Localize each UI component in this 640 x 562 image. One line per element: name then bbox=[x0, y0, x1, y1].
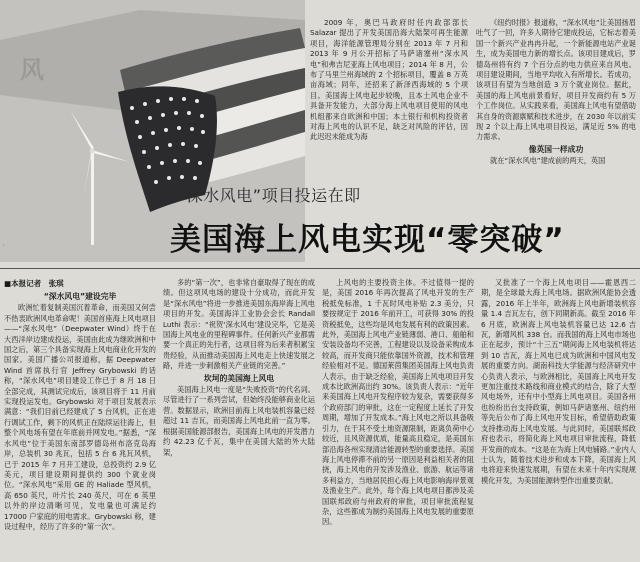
divider bbox=[0, 268, 640, 269]
article-headline: 美国海上风电实现“零突破” bbox=[170, 222, 565, 258]
subhead-like-britain: 像英国一样成功 bbox=[528, 144, 584, 154]
article-column-4: 又批准了一个海上风电项目——霍恩西二期，是全球最大海上风电场。据欧洲风能协会透露，2016 年上半年，欧洲海上风电新增装机容量 1.4 吉瓦左右，创下同期新高。截至 2016 年 6 月底，欧洲海上风电装机容量已达 12.6 吉瓦，新增风机 338 台。而我国的海上风电市场也正在起步，预计“十三五”期间海上风电装机将达到 10 吉瓦，海上风电已成为欧洲和中国风电发展的重要方向。湖南科技大学能源与经济研究中心负责人表示，与欧洲相比，美国海上风电开发更加注重技术路线和商业模式的结合，除了大型风电场外，还有中小型海上风电项目。美国各州也纷纷出台支持政策，例如马萨诸塞州、纽约州等先后公布了海上风电开发目标，希望借助政策支持推动海上风电发展。与此同时，美国联邦政府也表示，将简化海上风电项目审批流程，降低开发商的成本。“这是在为海上风电铺路。”业内人士认为，随着技术进步和成本下降，美国海上风电将迎来快速发展期，有望在未来十年内实现规模化开发，为美国能源转型作出重要贡献。 bbox=[481, 278, 636, 485]
svg-text:风: 风 bbox=[20, 56, 44, 84]
byline: ■本报记者 张琪 bbox=[4, 279, 64, 288]
article-kicker: “深水风电”项目投运在即 bbox=[178, 186, 361, 205]
article-column-top-middle: 2009 年，奥巴马政府时任内政部部长 Salazar 提出了开发美国沿海大陆架可再生能源项目，海洋能源管理局分别在 2013 年 7 月和 2013 年 9 月公开招标了马萨诸塞州“深水风电”和弗吉尼亚海上风电项目；2014 年 8 月，公布了马里兰州海域的 2 个招标项目，覆盖 8 万英亩海域；同年，还招来了新泽西海域的 5 个项目。美国海上风电起步较晚，且本土风电企业不具备开发能力，大部分海上风电项目使用的风电机组都来自欧洲和中国；本土银行和机构投资者对海上风电的认识不足，缺乏对风险的评估，因此迟迟未能成为海 bbox=[310, 18, 468, 142]
article-column-2: 多的“第一次”，也非常自豪取得了现在的成绩。但这项风电场的建设十分成功，而此开发是“深水风电”将进一步推进美国东海岸海上风电项目的开发。美国海洋工业协会会长 Randall Luthi 表示：“祝贺‘深水风电’建设完毕，它是美国海上风电业的里程碑事件。任何新兴产业都需要一个真正的先行者，这项目将为后来者积累宝贵经验，从而推动美国海上风电走上快速发展之路，并进一步刺激相关产业链的完善。” 坎坷的美国海上风电 美国海上风电一度是“失败投资”的代名词。尽管进行了一系列尝试，但始终没能够商业化运营。数据显示，欧洲目前海上风电装机容量已经超过 11 吉瓦，而美国海上风电此前一直为零。根据美国能源部报告，美国海上风电的开发潜力约 42.23 亿千瓦，集中在美国大陆的外大陆架， bbox=[163, 278, 315, 457]
article-column-1: “深水风电”建设完毕 欧洲忙着复制美国沉着革命，而美国又何尝不热衷欧洲风电革命呢！美国首座海上风电项目——“深水风电”（Deepwater Wind）终于在大西洋岸边建成投运，美国由此成为继欧洲和中国之后，第三个具备实现海上风电商业化开发的国家。美国广播公司报道称，据 Deepwater Wind 首席执行官 Jeffrey Grybowski 的话称，“深水风电”项目建设工作已于 8 月 18 日全部完成，其测试完成后，该项目将于 11 月前实现投运发电。Grybowski 对于项目发展表示满意：“我们目前已经建成了 5 台风机，正在进行调试工作，剩下的风机正在陆续运往海上，但整个风电场有望在年底前并网发电。”据悉，“深水风电”位于美国东南部罗德岛州布洛克岛海岸，总装机 30 兆瓦，包括 5 台 6 兆瓦风机，已于 2015 年 7 月开工建设，总投资约 2.9 亿美元，项目建设期间提供约 300 个就业岗位。“深水风电”采用 GE 的 Haliade 型风机，高 650 英尺，叶片长 240 英尺，可在 6 英里以外的岸边清晰可见，发电量也可满足约 17000 户家庭的用电需求。Grybowski 称，建设过程中，经历了许多的“第一次”。 bbox=[4, 292, 156, 531]
svg-text:·: · bbox=[2, 241, 5, 251]
subhead-construction-complete: “深水风电”建设完毕 bbox=[43, 292, 117, 301]
article-column-3: 上风电的主要投资主体。不过值得一提的是，美国 2016 年再次提高了风电开发的生产税抵免标准，1 千瓦时风电补贴 2.3 美分，只要按规定于 2016 年前开工，可获得 30% 的投资税抵免，这些均是风电发展有利的政策因素。此外，美国海上风电产业链薄弱、港口、船舶和安装设备均不完善，工程建设以及设备采购成本较高，而开发商只能依靠国外资源，技术和管理经验相对不足。德国莱茵集团美国海上风电负责人表示，由于缺乏经验，美国海上风电项目开发成本比欧洲高出约 30%。该负责人表示：“近年来美国海上风电开发程序较为复杂，需要获得多个政府部门的审批，这在一定程度上延长了开发周期，增加了开发成本。”海上风电之所以具备吸引力，在于其不受土地资源限制，距离负荷中心较近，且风资源优质，能量高且稳定，是美国东部沿海各州实现清洁能源转型的重要选择。美国海上风电停滞不前的另一原因是利益相关者的阻挠，海上风电的开发涉及渔业、旅游、航运等诸多利益方，当地居民担心海上风电影响海岸景观及渔业生产。此外，每个海上风电项目都涉及美国联邦政府与州政府的审批，项目审批流程复杂，这些都成为制约美国海上风电发展的重要原因。 bbox=[322, 278, 474, 527]
subhead-bumpy-road: 坎坷的美国海上风电 bbox=[203, 373, 275, 383]
article-column-top-right: 《纽约时报》报道称，“深水风电”让美国扬眉吐气了一回，许多人期待它建成投运，它标志着美国一个新兴产业冉冉升起，一个新能源电站产业诞生，成为美国电力新的增长点。该项目建成后，罗德岛州将有约 7 个百分点的电力供应来自风电。项目建设期间，当地平均收入有所增长。若成功，该项目有望为当地创造 3 万个就业岗位。据此，美国的海上风电前景看好，项目开发商约有 5 万个工作岗位。从实践来看，美国海上风电有望借助其自身的资源禀赋和技术进步，在 2030 年以前实现 2 个以上海上风电项目投运，满足近 5% 的电力需求。 像英国一样成功 就在“深水风电”建成前的两天，英国 bbox=[476, 18, 636, 166]
